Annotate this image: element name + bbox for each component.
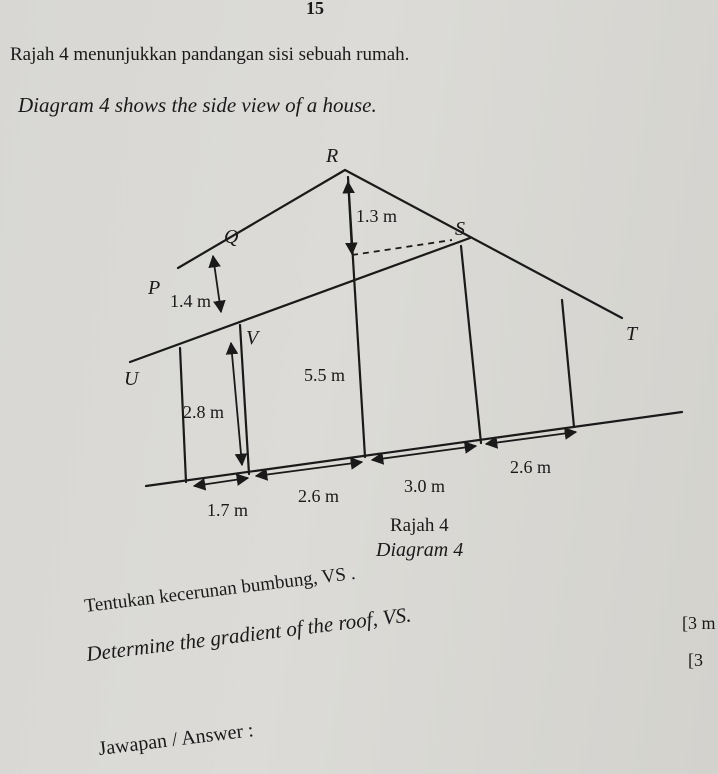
- dim-label-u-height: 2.8 m: [183, 402, 225, 422]
- dim-label-base-1: 1.7 m: [207, 500, 249, 520]
- marks-label-2: [3: [688, 650, 703, 670]
- point-label-v: V: [246, 327, 259, 349]
- dim-label-rs-height: 1.3 m: [356, 206, 398, 226]
- point-label-p: P: [148, 277, 161, 299]
- page-number: 15: [306, 0, 324, 18]
- point-label-u: U: [124, 368, 139, 390]
- dim-label-pv-height: 1.4 m: [170, 291, 212, 311]
- ground-line: [146, 412, 682, 486]
- point-label-t: T: [626, 323, 638, 345]
- task-text-english: Determine the gradient of the roof, VS.: [84, 602, 413, 667]
- answer-label: Jawapan / Answer :: [97, 719, 255, 761]
- diagram-caption-malay: Rajah 4: [390, 515, 449, 536]
- post-t: [562, 300, 574, 427]
- dim-arrow-pv-height: [213, 256, 221, 312]
- dim-label-base-2: 2.6 m: [298, 486, 340, 506]
- dim-label-base-3: 3.0 m: [404, 476, 446, 496]
- task-text-malay: Tentukan kecerunan bumbung, VS .: [83, 562, 357, 618]
- dim-arrow-u-height: [231, 343, 242, 465]
- dim-label-base-4: 2.6 m: [510, 457, 552, 477]
- point-label-q: Q: [224, 226, 239, 248]
- post-s: [461, 246, 481, 443]
- diagram-caption-english: Diagram 4: [376, 539, 464, 561]
- roof-line-r-to-t: [345, 170, 622, 318]
- marks-label-1: [3 m: [682, 613, 716, 633]
- question-text-malay: Rajah 4 menunjukkan pandangan sisi sebuah rumah.: [10, 44, 410, 65]
- dashed-line-to-s: [352, 240, 452, 255]
- dim-label-r-height: 5.5 m: [304, 365, 346, 385]
- point-label-s: S: [455, 218, 465, 240]
- point-label-r: R: [326, 145, 339, 167]
- roof-line-upper-left: [178, 170, 345, 268]
- question-text-english: Diagram 4 shows the side view of a house.: [18, 93, 377, 117]
